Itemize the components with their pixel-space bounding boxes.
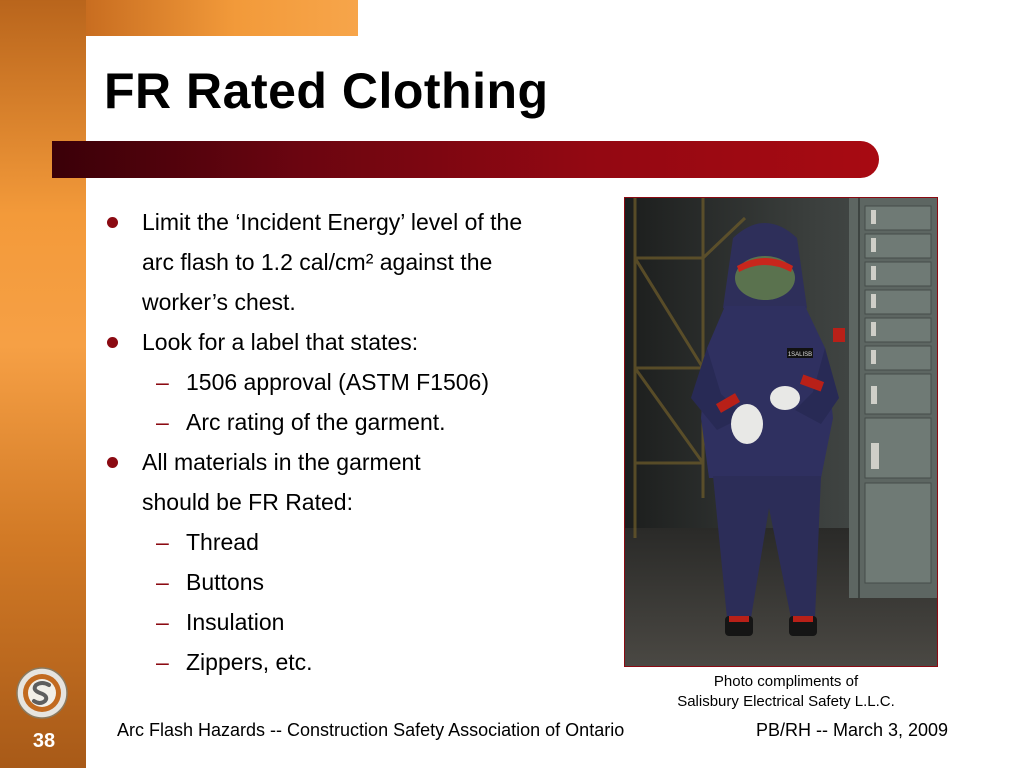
title-underline-bar (52, 141, 879, 178)
photo-caption (624, 672, 948, 712)
sub-bullet-thread (104, 522, 584, 562)
sub-bullet-astm (104, 362, 584, 402)
sub-bullet-zippers (104, 642, 584, 682)
worker-in-arc-suit-illustration (625, 198, 937, 666)
bullet-text-line: Limit the ‘Incident Energy’ level of the (142, 209, 523, 235)
sub-bullet-text: – 1506 approval (ASTM F1506) (186, 369, 489, 395)
bullet-materials (104, 442, 584, 522)
bullet-text-line: Look for a label that states: (142, 329, 419, 355)
sub-bullet-buttons (104, 562, 584, 602)
sub-bullet-text: – Zippers, etc. (186, 649, 313, 675)
footer-organization: Arc Flash Hazards -- Construction Safety Association of Ontario (117, 720, 625, 740)
bullet-text-line: All materials in the garment (142, 449, 421, 475)
sub-bullet-insulation (104, 602, 584, 642)
chest-label-text: 1SALISB (787, 352, 813, 358)
switchgear-cabinet (849, 198, 937, 598)
caption-line: Photo compliments of (713, 673, 859, 690)
footer-author-date: PB/RH -- March 3, 2009 (756, 720, 949, 740)
sub-bullet-text: – Buttons (186, 569, 264, 595)
sub-bullet-text: – Insulation (186, 609, 285, 635)
bullet-list (104, 202, 584, 682)
bullet-text-line: arc flash to 1.2 cal/cm² against the (142, 249, 493, 275)
bullet-text-line: worker’s chest. (142, 289, 296, 315)
sub-bullet-text: – Arc rating of the garment. (186, 409, 446, 435)
top-decorative-band (86, 0, 358, 36)
left-decorative-band (0, 0, 86, 768)
fr-clothing-photo (624, 197, 938, 667)
caption-line: Salisbury Electrical Safety L.L.C. (677, 693, 895, 710)
slide-title: FR Rated Clothing (104, 63, 549, 119)
page-number: 38 (32, 730, 56, 752)
bullet-label (104, 322, 584, 362)
csao-logo-icon (16, 667, 68, 719)
sub-bullet-arc-rating (104, 402, 584, 442)
bullet-incident-energy (104, 202, 584, 322)
sub-bullet-text: – Thread (186, 529, 259, 555)
bullet-text-line: should be FR Rated: (142, 489, 353, 515)
